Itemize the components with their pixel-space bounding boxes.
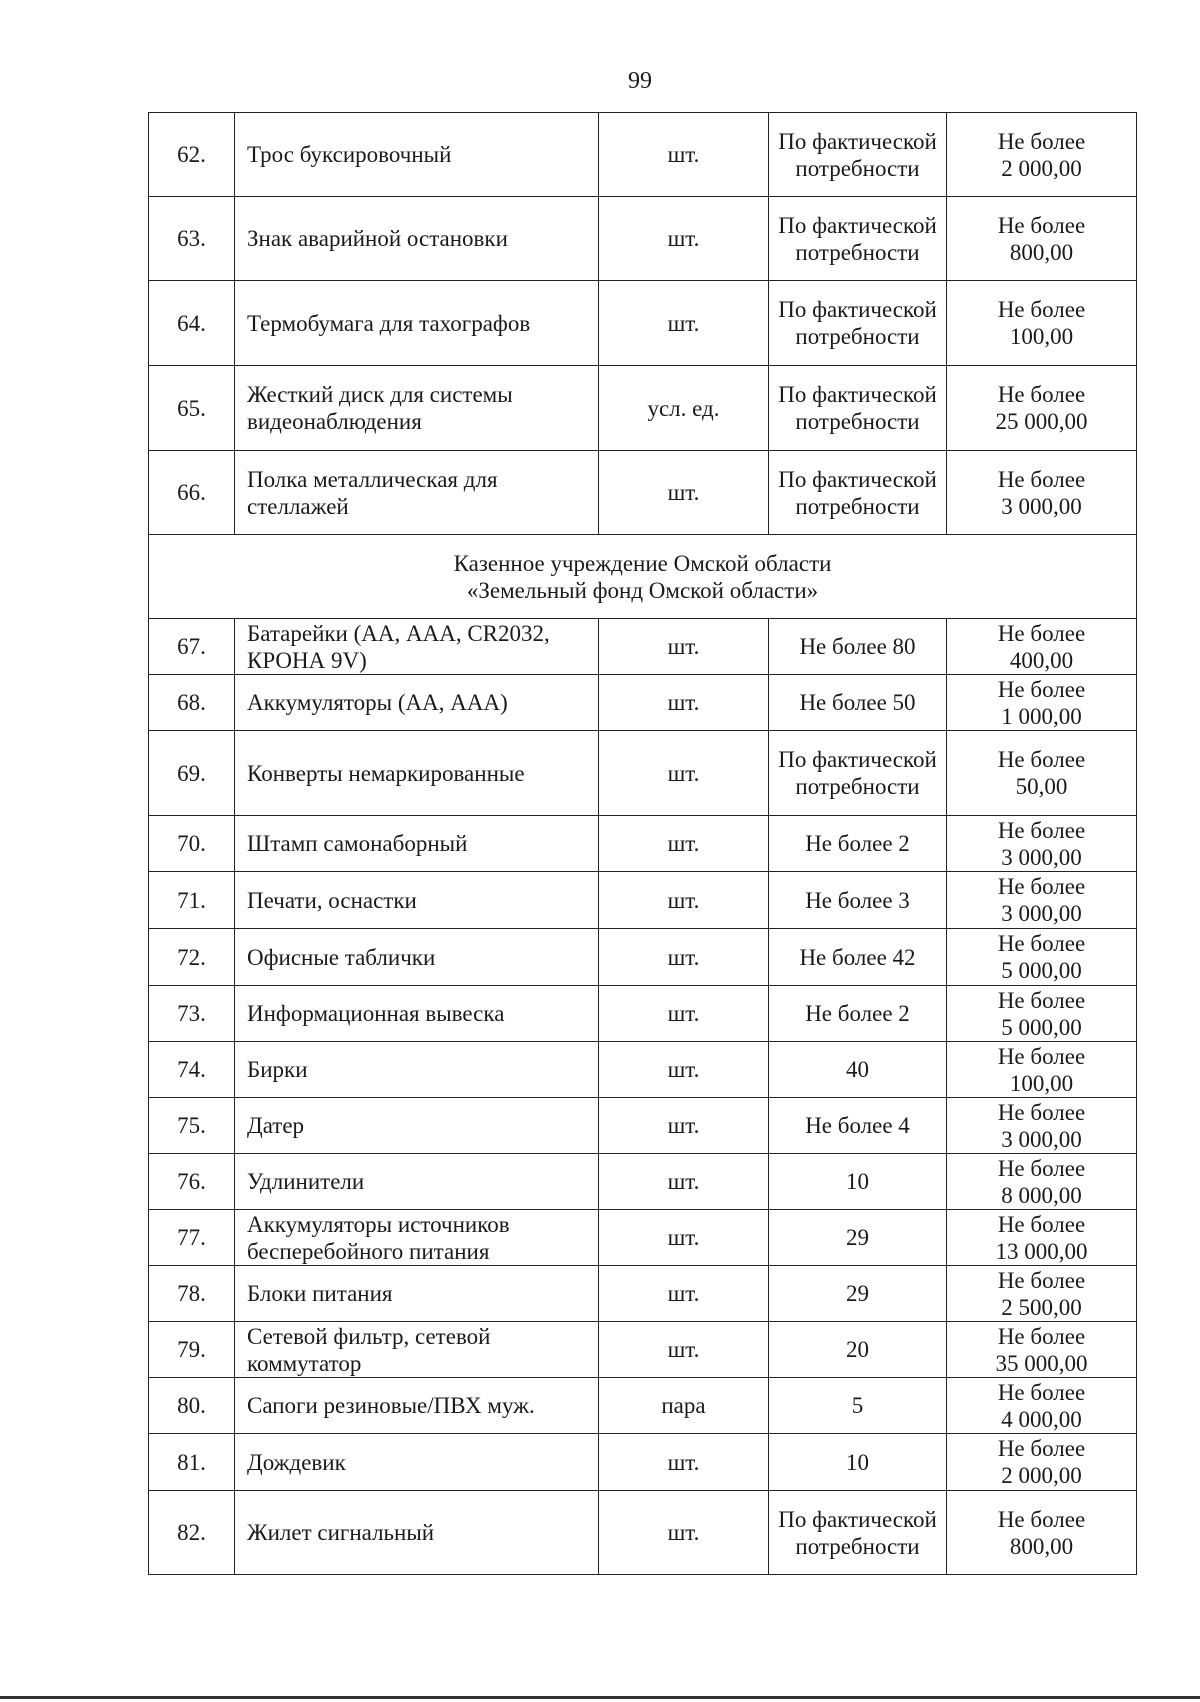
item-price [947, 929, 1137, 986]
price-value: 3 000,00 [1001, 901, 1082, 926]
item-quantity: Не более 3 [769, 872, 947, 929]
row-number: 72. [149, 929, 235, 986]
row-number: 73. [149, 986, 235, 1042]
item-unit: усл. ед. [599, 366, 769, 451]
item-unit: шт. [599, 872, 769, 929]
item-quantity: По фактической потребности [769, 197, 947, 281]
item-quantity: По фактической потребности [769, 113, 947, 197]
table-row [149, 451, 1137, 535]
item-quantity: Не более 80 [769, 619, 947, 675]
item-quantity: Не более 42 [769, 929, 947, 986]
page-number: 99 [628, 68, 652, 94]
price-value: 50,00 [1015, 774, 1068, 799]
price-prefix: Не более [997, 1155, 1086, 1181]
table-row [149, 281, 1137, 366]
item-unit: шт. [599, 619, 769, 675]
item-quantity: Не более 2 [769, 986, 947, 1042]
item-name: Полка металлическая для стеллажей [235, 451, 599, 535]
item-unit: шт. [599, 675, 769, 731]
item-unit: шт. [599, 1491, 769, 1575]
price-prefix: Не более [997, 1211, 1086, 1237]
price-value: 800,00 [1009, 239, 1074, 265]
item-price [947, 113, 1137, 197]
item-name: Печати, оснастки [235, 872, 599, 929]
item-name: Информационная вывеска [235, 986, 599, 1042]
item-unit: шт. [599, 1434, 769, 1491]
row-number: 66. [149, 451, 235, 535]
price-prefix: Не более [997, 1099, 1086, 1125]
row-number: 64. [149, 281, 235, 366]
price-value: 5 000,00 [1001, 1014, 1082, 1040]
table-row [149, 929, 1137, 986]
price-value: 25 000,00 [995, 409, 1088, 434]
table-row [149, 1322, 1137, 1378]
price-value: 2 500,00 [1001, 1294, 1082, 1320]
table-row [149, 1434, 1137, 1491]
price-prefix: Не более [997, 987, 1086, 1013]
item-name: Конверты немаркированные [235, 731, 599, 816]
item-price [947, 872, 1137, 929]
item-price [947, 731, 1137, 816]
table-row [149, 816, 1137, 872]
price-prefix: Не более [997, 382, 1086, 407]
item-unit: шт. [599, 1210, 769, 1266]
item-quantity: 29 [769, 1210, 947, 1266]
item-price [947, 1210, 1137, 1266]
section-header [149, 535, 1137, 619]
table-row [149, 366, 1137, 451]
table-row [149, 113, 1137, 197]
item-price [947, 619, 1137, 675]
price-prefix: Не более [997, 874, 1086, 899]
item-unit: шт. [599, 451, 769, 535]
row-number: 75. [149, 1098, 235, 1154]
price-value: 800,00 [1009, 1533, 1074, 1559]
price-prefix: Не более [997, 676, 1086, 702]
section-header-row [149, 535, 1137, 619]
table-row [149, 872, 1137, 929]
price-value: 3 000,00 [1001, 493, 1082, 519]
item-name: Трос буксировочный [235, 113, 599, 197]
price-prefix: Не более [997, 1267, 1086, 1293]
item-name: Датер [235, 1098, 599, 1154]
item-unit: шт. [599, 731, 769, 816]
table-row [149, 197, 1137, 281]
price-value: 2 000,00 [1001, 1463, 1082, 1488]
item-name: Бирки [235, 1042, 599, 1098]
price-value: 2 000,00 [1001, 155, 1082, 181]
price-value: 400,00 [1009, 647, 1074, 673]
table-row [149, 1042, 1137, 1098]
item-name: Штамп самонаборный [235, 816, 599, 872]
item-quantity: По фактической потребности [769, 451, 947, 535]
item-unit: шт. [599, 1266, 769, 1322]
price-value: 100,00 [1009, 1070, 1074, 1096]
item-quantity: 40 [769, 1042, 947, 1098]
item-name: Сетевой фильтр, сетевой коммутатор [235, 1322, 599, 1378]
price-value: 4 000,00 [1001, 1406, 1082, 1432]
item-quantity: Не более 50 [769, 675, 947, 731]
table-row [149, 1098, 1137, 1154]
items-table-body [149, 113, 1137, 1575]
item-name: Жесткий диск для системы видеонаблюдения [235, 366, 599, 451]
row-number: 79. [149, 1322, 235, 1378]
item-price [947, 1491, 1137, 1575]
item-quantity: Не более 2 [769, 816, 947, 872]
price-prefix: Не более [997, 466, 1086, 492]
item-unit: шт. [599, 113, 769, 197]
item-price [947, 675, 1137, 731]
price-prefix: Не более [997, 817, 1086, 843]
item-unit: шт. [599, 816, 769, 872]
item-unit: шт. [599, 1154, 769, 1210]
item-price [947, 1378, 1137, 1434]
item-unit: шт. [599, 986, 769, 1042]
row-number: 71. [149, 872, 235, 929]
price-prefix: Не более [997, 747, 1086, 772]
item-unit: шт. [599, 197, 769, 281]
section-title-line1: Казенное учреждение Омской области [453, 550, 832, 576]
price-prefix: Не более [997, 620, 1086, 646]
price-prefix: Не более [997, 1506, 1086, 1532]
items-table [148, 112, 1137, 1575]
price-value: 8 000,00 [1001, 1182, 1082, 1208]
table-row [149, 1266, 1137, 1322]
item-quantity: По фактической потребности [769, 366, 947, 451]
table-row [149, 1154, 1137, 1210]
item-quantity: 10 [769, 1434, 947, 1491]
item-price [947, 1322, 1137, 1378]
price-prefix: Не более [997, 128, 1086, 154]
row-number: 82. [149, 1491, 235, 1575]
row-number: 70. [149, 816, 235, 872]
item-unit: пара [599, 1378, 769, 1434]
table-row [149, 619, 1137, 675]
item-name: Аккумуляторы (АА, ААА) [235, 675, 599, 731]
item-name: Жилет сигнальный [235, 1491, 599, 1575]
price-prefix: Не более [997, 212, 1086, 238]
row-number: 81. [149, 1434, 235, 1491]
price-value: 1 000,00 [1001, 703, 1082, 729]
item-quantity: 20 [769, 1322, 947, 1378]
row-number: 74. [149, 1042, 235, 1098]
item-unit: шт. [599, 929, 769, 986]
row-number: 67. [149, 619, 235, 675]
price-prefix: Не более [997, 1436, 1086, 1461]
item-price [947, 1266, 1137, 1322]
item-unit: шт. [599, 1042, 769, 1098]
row-number: 76. [149, 1154, 235, 1210]
item-name: Термобумага для тахографов [235, 281, 599, 366]
item-quantity: Не более 4 [769, 1098, 947, 1154]
item-quantity: По фактической потребности [769, 281, 947, 366]
price-value: 35 000,00 [995, 1350, 1088, 1376]
item-unit: шт. [599, 281, 769, 366]
item-price [947, 197, 1137, 281]
item-price [947, 986, 1137, 1042]
items-table-container [148, 112, 1136, 1575]
item-name: Дождевик [235, 1434, 599, 1491]
item-name: Батарейки (АА, ААА, CR2032, КРОНА 9V) [235, 619, 599, 675]
row-number: 69. [149, 731, 235, 816]
table-row [149, 675, 1137, 731]
item-unit: шт. [599, 1098, 769, 1154]
item-name: Удлинители [235, 1154, 599, 1210]
row-number: 68. [149, 675, 235, 731]
item-price [947, 281, 1137, 366]
table-row [149, 986, 1137, 1042]
item-price [947, 816, 1137, 872]
price-prefix: Не более [997, 1379, 1086, 1405]
price-value: 13 000,00 [995, 1238, 1088, 1264]
row-number: 77. [149, 1210, 235, 1266]
price-value: 100,00 [1009, 324, 1074, 349]
row-number: 63. [149, 197, 235, 281]
item-quantity: По фактической потребности [769, 731, 947, 816]
bottom-rule [0, 1696, 1200, 1699]
price-value: 3 000,00 [1001, 1126, 1082, 1152]
row-number: 80. [149, 1378, 235, 1434]
item-quantity: 5 [769, 1378, 947, 1434]
item-quantity: 10 [769, 1154, 947, 1210]
table-row [149, 1491, 1137, 1575]
price-prefix: Не более [997, 1323, 1086, 1349]
item-price [947, 366, 1137, 451]
table-row [149, 1378, 1137, 1434]
item-name: Знак аварийной остановки [235, 197, 599, 281]
price-prefix: Не более [997, 931, 1086, 956]
section-title-line2: «Земельный фонд Омской области» [466, 577, 819, 603]
item-quantity: По фактической потребности [769, 1491, 947, 1575]
item-name: Аккумуляторы источников бесперебойного питания [235, 1210, 599, 1266]
item-price [947, 1042, 1137, 1098]
price-value: 3 000,00 [1001, 844, 1082, 870]
item-price [947, 1098, 1137, 1154]
price-value: 5 000,00 [1001, 958, 1082, 983]
price-prefix: Не более [997, 297, 1086, 322]
item-name: Блоки питания [235, 1266, 599, 1322]
table-row [149, 1210, 1137, 1266]
row-number: 62. [149, 113, 235, 197]
item-price [947, 1434, 1137, 1491]
item-quantity: 29 [769, 1266, 947, 1322]
row-number: 65. [149, 366, 235, 451]
item-name: Сапоги резиновые/ПВХ муж. [235, 1378, 599, 1434]
item-price [947, 1154, 1137, 1210]
row-number: 78. [149, 1266, 235, 1322]
price-prefix: Не более [997, 1043, 1086, 1069]
item-name: Офисные таблички [235, 929, 599, 986]
item-unit: шт. [599, 1322, 769, 1378]
table-row [149, 731, 1137, 816]
item-price [947, 451, 1137, 535]
